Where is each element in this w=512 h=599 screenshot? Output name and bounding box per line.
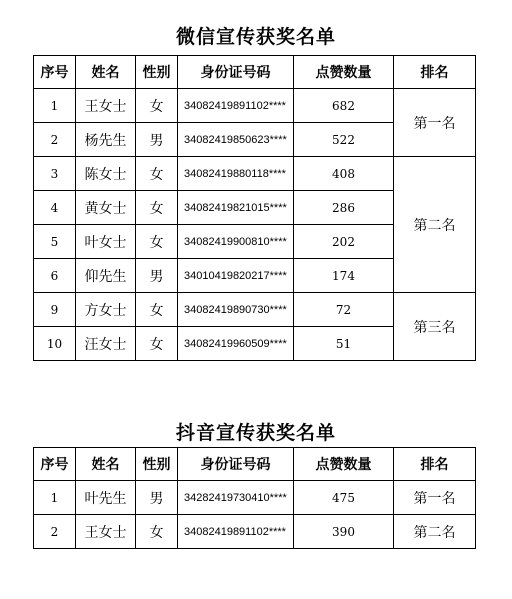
cell-name: 王女士 — [76, 89, 136, 123]
header-name: 姓名 — [76, 448, 136, 481]
table-row — [34, 89, 476, 123]
cell-rank: 第二名 — [394, 515, 476, 549]
cell-id: 34282419730410**** — [178, 481, 294, 515]
header-name: 姓名 — [76, 56, 136, 89]
cell-id: 34010419820217**** — [178, 259, 294, 293]
cell-likes: 475 — [294, 481, 394, 515]
cell-likes: 174 — [294, 259, 394, 293]
wechat-award-title: 微信宣传获奖名单 — [175, 26, 336, 48]
cell-likes: 408 — [294, 157, 394, 191]
cell-id: 34082419900810**** — [178, 225, 294, 259]
header-no: 序号 — [34, 448, 76, 481]
douyin-award-title: 抖音宣传获奖名单 — [175, 422, 336, 444]
cell-no: 10 — [34, 327, 76, 361]
cell-id: 34082419960509**** — [178, 327, 294, 361]
cell-no: 5 — [34, 225, 76, 259]
table-row — [34, 481, 476, 515]
cell-no: 1 — [34, 481, 76, 515]
cell-no: 6 — [34, 259, 76, 293]
cell-id: 34082419891102**** — [178, 515, 294, 549]
cell-rank: 第二名 — [394, 157, 476, 293]
header-gender: 性别 — [136, 56, 178, 89]
cell-rank: 第一名 — [394, 89, 476, 157]
cell-gender: 男 — [136, 259, 178, 293]
header-gender: 性别 — [136, 448, 178, 481]
header-rank: 排名 — [394, 56, 476, 89]
table-row — [34, 157, 476, 191]
cell-gender: 女 — [136, 89, 178, 123]
cell-likes: 682 — [294, 89, 394, 123]
cell-gender: 女 — [136, 515, 178, 549]
table-header-row — [34, 448, 476, 481]
cell-gender: 女 — [136, 225, 178, 259]
cell-likes: 51 — [294, 327, 394, 361]
cell-likes: 202 — [294, 225, 394, 259]
cell-gender: 女 — [136, 293, 178, 327]
cell-id: 34082419850623**** — [178, 123, 294, 157]
douyin-award-table — [33, 447, 476, 549]
cell-likes: 390 — [294, 515, 394, 549]
cell-likes: 72 — [294, 293, 394, 327]
table-row — [34, 515, 476, 549]
cell-name: 仰先生 — [76, 259, 136, 293]
cell-rank: 第三名 — [394, 293, 476, 361]
cell-gender: 男 — [136, 123, 178, 157]
header-id: 身份证号码 — [178, 56, 294, 89]
cell-id: 34082419891102**** — [178, 89, 294, 123]
cell-no: 9 — [34, 293, 76, 327]
cell-no: 2 — [34, 123, 76, 157]
cell-likes: 522 — [294, 123, 394, 157]
cell-gender: 女 — [136, 191, 178, 225]
cell-no: 1 — [34, 89, 76, 123]
cell-no: 4 — [34, 191, 76, 225]
cell-name: 叶女士 — [76, 225, 136, 259]
cell-gender: 女 — [136, 157, 178, 191]
table-row — [34, 293, 476, 327]
cell-name: 陈女士 — [76, 157, 136, 191]
cell-rank: 第一名 — [394, 481, 476, 515]
cell-no: 2 — [34, 515, 76, 549]
cell-name: 黄女士 — [76, 191, 136, 225]
cell-name: 杨先生 — [76, 123, 136, 157]
table-header-row — [34, 56, 476, 89]
cell-name: 王女士 — [76, 515, 136, 549]
cell-name: 方女士 — [76, 293, 136, 327]
cell-id: 34082419890730**** — [178, 293, 294, 327]
header-id: 身份证号码 — [178, 448, 294, 481]
header-likes: 点赞数量 — [294, 56, 394, 89]
cell-name: 叶先生 — [76, 481, 136, 515]
cell-id: 34082419821015**** — [178, 191, 294, 225]
cell-gender: 男 — [136, 481, 178, 515]
cell-gender: 女 — [136, 327, 178, 361]
cell-likes: 286 — [294, 191, 394, 225]
cell-name: 汪女士 — [76, 327, 136, 361]
cell-no: 3 — [34, 157, 76, 191]
header-likes: 点赞数量 — [294, 448, 394, 481]
header-rank: 排名 — [394, 448, 476, 481]
wechat-award-table — [33, 55, 476, 361]
cell-id: 34082419880118**** — [178, 157, 294, 191]
header-no: 序号 — [34, 56, 76, 89]
